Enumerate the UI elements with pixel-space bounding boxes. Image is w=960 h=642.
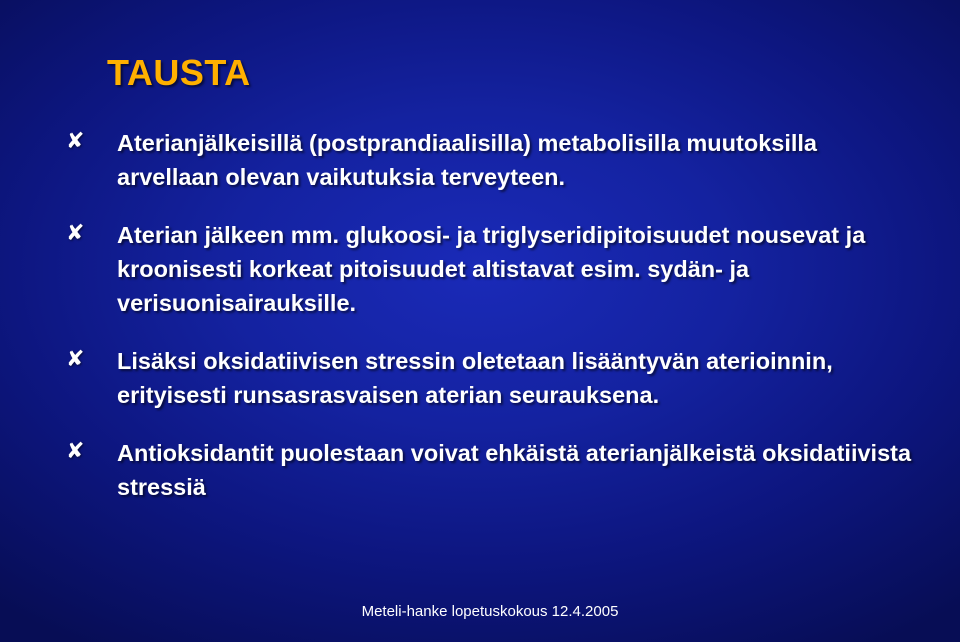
bullet-item (0, 344, 960, 412)
bullet-item (0, 218, 960, 320)
check-mark-icon: ✘ (66, 128, 85, 153)
bullet-item (0, 126, 960, 194)
bullet-list (0, 126, 960, 528)
check-mark-icon: ✘ (66, 220, 85, 245)
slide-footer: Meteli-hanke lopetuskokous 12.4.2005 (361, 603, 619, 620)
check-mark-icon: ✘ (66, 346, 85, 371)
check-mark-icon: ✘ (66, 438, 85, 463)
bullet-item (0, 436, 960, 504)
bullet-text: Aterianjälkeisillä (postprandiaalisilla) metabolisilla muutoksilla arvellaan olevan vaikutuksia terveyteen. (117, 130, 817, 190)
bullet-text: Aterian jälkeen mm. glukoosi- ja triglyseridipitoisuudet nousevat ja kroonisesti korkeat pitoisuudet altistavat esim. sydän- ja verisuonisairauksille. (117, 222, 866, 316)
bullet-text: Antioksidantit puolestaan voivat ehkäistä aterianjälkeistä oksidatiivista stressiä (117, 440, 912, 500)
bullet-text: Lisäksi oksidatiivisen stressin oletetaan lisääntyvän aterioinnin, erityisesti runsasrasvaisen aterian seurauksena. (117, 348, 833, 408)
slide-title: TAUSTA (107, 52, 251, 93)
